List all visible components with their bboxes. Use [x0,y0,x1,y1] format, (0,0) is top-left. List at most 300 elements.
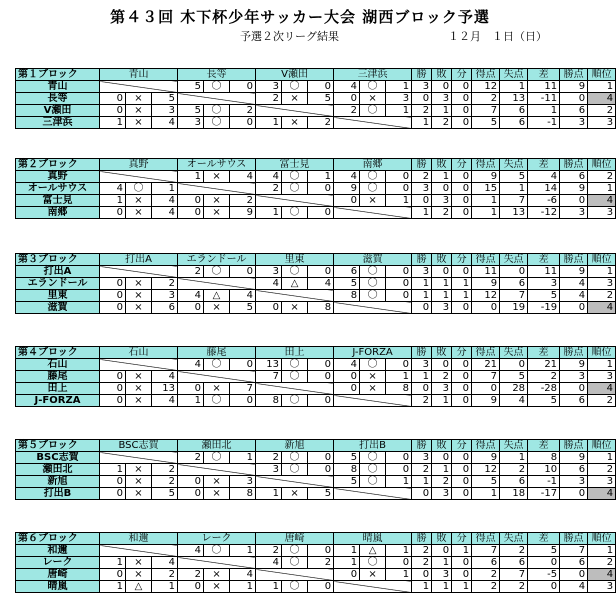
wins: 3 [412,81,432,93]
stat-column-header: 勝 [412,159,432,171]
team-name: 藤尾 [16,371,100,383]
stat-column-header: 敗 [432,69,452,81]
points: 4 [560,581,588,593]
stat-column-header: 勝 [412,533,432,545]
score-against: 0 [386,290,412,302]
score-for: 4 [334,359,360,371]
losses: 3 [432,488,452,500]
stat-column-header: 順位 [588,440,616,452]
team-name: V瀬田 [16,105,100,117]
block-table [15,439,616,500]
result-mark: △ [360,545,386,557]
team-column-header: 田上 [256,347,334,359]
result-mark: × [360,93,386,105]
result-mark: 〇 [204,452,230,464]
rank: 2 [588,395,616,407]
stat-column-header: 敗 [432,440,452,452]
result-mark: 〇 [204,395,230,407]
team-row [16,266,616,278]
goals-for: 2 [472,581,500,593]
points: 6 [560,464,588,476]
score-against: 4 [230,171,256,183]
goal-diff: 3 [528,278,560,290]
score-for: 2 [256,545,282,557]
wins: 0 [412,93,432,105]
goals-for: 9 [472,395,500,407]
score-against: 3 [152,290,178,302]
result-mark: × [126,464,152,476]
score-for: 1 [178,171,204,183]
goals-against: 0 [500,266,528,278]
rank: 3 [588,207,616,219]
goals-against: 7 [500,195,528,207]
self-match-cell [178,278,256,290]
self-match-cell [334,488,412,500]
goal-diff: -12 [528,207,560,219]
result-mark: × [282,93,308,105]
score-for: 1 [256,488,282,500]
points: 3 [560,476,588,488]
result-mark: 〇 [282,371,308,383]
result-mark: × [126,488,152,500]
self-match-cell [100,171,178,183]
result-mark: 〇 [204,81,230,93]
wins: 0 [412,383,432,395]
stat-column-header: 失点 [500,533,528,545]
block-header-row [16,533,616,545]
score-against: 0 [386,171,412,183]
goals-against: 1 [500,183,528,195]
goal-diff: 11 [528,266,560,278]
score-for: 0 [100,476,126,488]
losses: 1 [432,105,452,117]
result-mark: × [204,581,230,593]
losses: 1 [432,581,452,593]
wins: 3 [412,183,432,195]
rank: 3 [588,581,616,593]
team-column-header: 新旭 [256,440,334,452]
score-against: 0 [386,464,412,476]
score-against: 5 [230,302,256,314]
self-match-cell [256,195,334,207]
result-mark: × [282,117,308,129]
rank: 1 [588,359,616,371]
result-mark: × [126,395,152,407]
team-row [16,171,616,183]
draws: 0 [452,569,472,581]
points: 0 [560,488,588,500]
draws: 0 [452,383,472,395]
losses: 2 [432,207,452,219]
score-for: 0 [100,290,126,302]
result-mark: 〇 [204,105,230,117]
score-for: 5 [178,81,204,93]
stat-column-header: 差 [528,159,560,171]
self-match-cell [256,476,334,488]
losses: 0 [432,81,452,93]
goal-diff: 5 [528,545,560,557]
points: 3 [560,371,588,383]
match-date: １２月 １日（日） [448,30,547,43]
goals-against: 2 [500,581,528,593]
goals-for: 6 [472,557,500,569]
result-mark: 〇 [282,207,308,219]
team-name: レーク [16,557,100,569]
losses: 3 [432,569,452,581]
score-for: 0 [178,581,204,593]
result-mark: × [360,383,386,395]
score-for: 6 [334,266,360,278]
rank: 4 [588,488,616,500]
result-mark: × [360,569,386,581]
goals-for: 0 [472,383,500,395]
stat-column-header: 失点 [500,347,528,359]
score-for: 0 [100,383,126,395]
score-against: 6 [152,302,178,314]
team-row [16,302,616,314]
team-name: 田上 [16,383,100,395]
team-column-header: 里東 [256,254,334,266]
wins: 2 [412,464,432,476]
result-mark: × [204,302,230,314]
team-name: 打出A [16,266,100,278]
stat-column-header: 分 [452,533,472,545]
rank: 4 [588,93,616,105]
wins: 1 [412,290,432,302]
result-mark: × [282,302,308,314]
goals-against: 0 [500,359,528,371]
score-for: 5 [334,476,360,488]
points: 4 [560,290,588,302]
team-row [16,488,616,500]
score-against: 2 [230,195,256,207]
score-against: 0 [308,266,334,278]
goals-against: 2 [500,464,528,476]
result-mark: 〇 [282,81,308,93]
result-mark: 〇 [204,545,230,557]
result-mark: 〇 [360,557,386,569]
score-against: 0 [230,266,256,278]
result-mark: 〇 [360,464,386,476]
result-mark: 〇 [282,171,308,183]
goals-against: 4 [500,395,528,407]
score-for: 2 [256,183,282,195]
wins: 2 [412,557,432,569]
score-against: 0 [230,117,256,129]
self-match-cell [178,557,256,569]
score-against: 2 [152,464,178,476]
self-match-cell [178,464,256,476]
stat-column-header: 差 [528,347,560,359]
self-match-cell [100,452,178,464]
rank: 3 [588,117,616,129]
team-name: 石山 [16,359,100,371]
draws: 0 [452,557,472,569]
score-against: 4 [152,557,178,569]
score-against: 4 [152,371,178,383]
self-match-cell [100,359,178,371]
stat-column-header: 勝 [412,254,432,266]
goals-against: 19 [500,302,528,314]
wins: 0 [412,302,432,314]
stat-column-header: 分 [452,440,472,452]
self-match-cell [256,105,334,117]
score-against: 1 [386,569,412,581]
score-for: 1 [178,395,204,407]
stat-column-header: 順位 [588,254,616,266]
score-for: 0 [100,93,126,105]
team-name: 真野 [16,171,100,183]
team-row [16,569,616,581]
team-row [16,290,616,302]
points: 4 [560,278,588,290]
goals-against: 7 [500,290,528,302]
goals-for: 1 [472,195,500,207]
score-for: 0 [100,371,126,383]
rank: 2 [588,557,616,569]
score-against: 1 [230,452,256,464]
draws: 0 [452,488,472,500]
result-mark: × [126,207,152,219]
team-column-header: 晴嵐 [334,533,412,545]
block-table [15,346,616,407]
score-against: 5 [308,488,334,500]
wins: 3 [412,359,432,371]
score-against: 1 [386,105,412,117]
points: 3 [560,117,588,129]
team-row [16,371,616,383]
stat-column-header: 勝点 [560,533,588,545]
result-mark: × [126,476,152,488]
losses: 3 [432,195,452,207]
wins: 1 [412,278,432,290]
losses: 3 [432,93,452,105]
wins: 1 [412,581,432,593]
team-row [16,278,616,290]
score-against: 0 [308,81,334,93]
rank: 2 [588,464,616,476]
rank: 3 [588,278,616,290]
score-against: 4 [152,195,178,207]
team-row [16,105,616,117]
points: 6 [560,395,588,407]
draws: 0 [452,105,472,117]
result-mark: × [204,207,230,219]
wins: 3 [412,266,432,278]
team-name: 瀬田北 [16,464,100,476]
block-table [15,158,616,219]
score-for: 2 [178,266,204,278]
losses: 1 [432,464,452,476]
draws: 0 [452,195,472,207]
team-row [16,195,616,207]
points: 9 [560,266,588,278]
points: 0 [560,569,588,581]
wins: 3 [412,452,432,464]
score-for: 0 [178,302,204,314]
result-mark: × [204,383,230,395]
team-row [16,545,616,557]
goals-for: 12 [472,81,500,93]
self-match-cell [334,581,412,593]
points: 6 [560,557,588,569]
points: 6 [560,171,588,183]
team-name: 新旭 [16,476,100,488]
team-row [16,581,616,593]
goals-against: 13 [500,207,528,219]
team-column-header: 南郷 [334,159,412,171]
score-against: 0 [386,359,412,371]
draws: 0 [452,452,472,464]
score-against: 5 [152,488,178,500]
result-mark: × [126,278,152,290]
draws: 0 [452,183,472,195]
score-for: 3 [256,266,282,278]
self-match-cell [334,117,412,129]
score-for: 1 [100,195,126,207]
score-for: 5 [334,278,360,290]
wins: 2 [412,395,432,407]
result-mark: × [126,302,152,314]
draws: 0 [452,171,472,183]
score-against: 1 [386,81,412,93]
goal-diff: 0 [528,581,560,593]
score-for: 1 [256,581,282,593]
block-name: 第６ブロック [16,533,100,545]
block-table [15,68,616,129]
team-row [16,557,616,569]
score-against: 1 [386,371,412,383]
score-for: 4 [100,183,126,195]
score-against: 0 [386,557,412,569]
team-name: 南郷 [16,207,100,219]
score-against: 2 [230,105,256,117]
goals-for: 21 [472,359,500,371]
goal-diff: -5 [528,569,560,581]
team-row [16,207,616,219]
block-name: 第３ブロック [16,254,100,266]
score-for: 1 [100,464,126,476]
team-column-header: 唐崎 [256,533,334,545]
points: 9 [560,359,588,371]
stat-column-header: 差 [528,440,560,452]
rank: 4 [588,195,616,207]
points: 9 [560,81,588,93]
team-column-header: 藤尾 [178,347,256,359]
score-for: 0 [100,488,126,500]
losses: 1 [432,171,452,183]
goal-diff: 2 [528,371,560,383]
score-for: 4 [178,290,204,302]
score-for: 0 [178,476,204,488]
stat-column-header: 分 [452,159,472,171]
score-for: 5 [178,105,204,117]
self-match-cell [178,371,256,383]
score-against: 8 [308,302,334,314]
score-for: 2 [256,93,282,105]
team-column-header: 三津浜 [334,69,412,81]
team-column-header: 富士見 [256,159,334,171]
goals-for: 2 [472,569,500,581]
stat-column-header: 敗 [432,159,452,171]
result-mark: 〇 [282,581,308,593]
points: 0 [560,302,588,314]
goal-diff: 21 [528,359,560,371]
score-against: 4 [152,117,178,129]
rank: 2 [588,290,616,302]
goal-diff: 10 [528,464,560,476]
team-row [16,383,616,395]
stat-column-header: 失点 [500,254,528,266]
rank: 1 [588,452,616,464]
score-against: 4 [152,207,178,219]
losses: 0 [432,266,452,278]
score-for: 4 [334,171,360,183]
score-for: 0 [100,395,126,407]
score-for: 4 [256,557,282,569]
score-against: 0 [308,395,334,407]
losses: 2 [432,371,452,383]
draws: 0 [452,93,472,105]
rank: 1 [588,183,616,195]
score-for: 13 [256,359,282,371]
goals-for: 5 [472,117,500,129]
block-name: 第１ブロック [16,69,100,81]
self-match-cell [100,545,178,557]
team-row [16,81,616,93]
self-match-cell [334,207,412,219]
self-match-cell [256,290,334,302]
losses: 1 [432,290,452,302]
goal-diff: 4 [528,171,560,183]
team-row [16,452,616,464]
result-mark: × [126,105,152,117]
score-against: 3 [152,105,178,117]
stat-column-header: 得点 [472,533,500,545]
points: 0 [560,383,588,395]
result-mark: × [126,117,152,129]
result-mark: × [126,195,152,207]
losses: 1 [432,278,452,290]
score-for: 0 [178,488,204,500]
goals-against: 6 [500,557,528,569]
result-mark: × [360,195,386,207]
score-for: 2 [178,452,204,464]
result-mark: × [204,488,230,500]
block-header-row [16,69,616,81]
goals-for: 15 [472,183,500,195]
team-name: 富士見 [16,195,100,207]
score-for: 0 [256,302,282,314]
stat-column-header: 失点 [500,159,528,171]
score-for: 0 [100,569,126,581]
team-row [16,117,616,129]
team-column-header: 長等 [178,69,256,81]
goal-diff: -17 [528,488,560,500]
draws: 1 [452,581,472,593]
team-name: 青山 [16,81,100,93]
result-mark: × [282,488,308,500]
stat-column-header: 得点 [472,347,500,359]
score-against: 2 [152,476,178,488]
score-against: 0 [386,183,412,195]
score-for: 3 [256,464,282,476]
score-against: 5 [152,93,178,105]
goals-for: 12 [472,290,500,302]
team-column-header: 和邇 [100,533,178,545]
score-against: 0 [308,359,334,371]
goals-against: 6 [500,278,528,290]
